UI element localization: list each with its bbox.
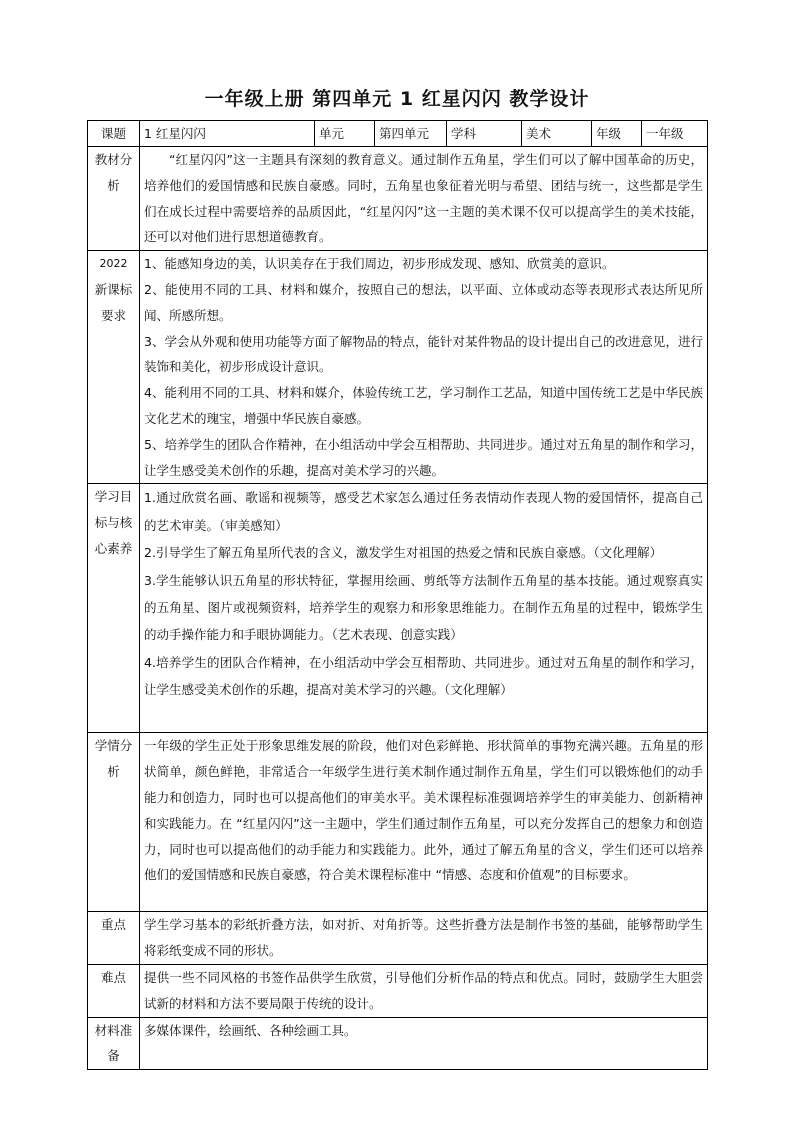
key-points-label: 重点 (88, 912, 140, 965)
objectives-row (88, 484, 708, 733)
standards-text (140, 251, 708, 484)
grade-value: 一年级 (642, 121, 708, 147)
standard-item: 5、培养学生的团队合作精神，在小组活动中学会互相帮助、共同进步。通过对五角星的制作和学习，让学生感受美术创作的乐趣，提高对美术学习的兴趣。 (144, 436, 703, 478)
objective-item: 2.引导学生了解五角星所代表的含义，激发学生对祖国的热爱之情和民族自豪感。（文化理解） (144, 545, 663, 561)
materials-label: 材料准备 (88, 1017, 140, 1070)
student-analysis-row (88, 733, 708, 912)
difficulty-label: 难点 (88, 964, 140, 1017)
standard-item: 2、能使用不同的工具、材料和媒介，按照自己的想法，以平面、立体或动态等表现形式表达所见所闻、所感所想。 (144, 281, 703, 323)
student-analysis-text: 一年级的学生正处于形象思维发展的阶段，他们对色彩鲜艳、形状简单的事物充满兴趣。五角星的形状简单，颜色鲜艳，非常适合一年级学生进行美术制作通过制作五角星，学生们可以锻炼他们的动手能力和创造力，同时也可以提高他们的审美水平。美术课程标准强调培养学生的审美能力、创新精神和实践能力。在 “红星闪闪”这一主题中，学生们通过制作五角星，可以充分发挥自己的想象力和创造力，同时也可以提高他们的动手能力和实践能力。此外，通过了解五角星的含义，学生们还可以培养他们的爱国情感和民族自豪感，符合美术课程标准中 “情感、态度和价值观”的目标要求。 (140, 733, 708, 912)
standards-label-cell (88, 251, 140, 484)
material-analysis-text: “红星闪闪”这一主题具有深刻的教育意义。通过制作五角星，学生们可以了解中国革命的历史，培养他们的爱国情感和民族自豪感。同时，五角星也象征着光明与希望、团结与统一，这些都是学生们在成长过程中需要培养的品质因此，“红星闪闪”这一主题的美术课不仅可以提高学生的美术技能，还可以对他们进行思想道德教育。 (140, 147, 708, 251)
objective-item: 4.培养学生的团队合作精神，在小组活动中学会互相帮助、共同进步。通过对五角星的制作和学习，让学生感受美术创作的乐趣，提高对美术学习的兴趣。（文化理解） (144, 654, 703, 698)
materials-text: 多媒体课件，绘画纸、各种绘画工具。 (140, 1017, 708, 1070)
difficulty-text: 提供一些不同风格的书签作品供学生欣赏，引导他们分析作品的特点和优点。同时，鼓励学生大胆尝试新的材料和方法不要局限于传统的设计。 (140, 964, 708, 1017)
student-analysis-label: 学情分析 (88, 733, 140, 912)
grade-label: 年级 (592, 121, 642, 147)
difficulty-row (88, 964, 708, 1017)
lesson-value: 1 红星闪闪 (140, 121, 315, 147)
lesson-plan-table (87, 120, 708, 1070)
standard-item: 1、能感知身边的美，认识美存在于我们周边，初步形成发现、感知、欣赏美的意识。 (144, 256, 615, 272)
unit-label: 单元 (315, 121, 375, 147)
objective-item: 3.学生能够认识五角星的形状特征，掌握用绘画、剪纸等方法制作五角星的基本技能。通过观察真实的五角星、图片或视频资料，培养学生的观察力和形象思维能力。在制作五角星的过程中，锻炼学生的动手操作能力和手眼协调能力。（艺术表现、创意实践） (144, 572, 703, 643)
objectives-label: 学习目标与核心素养 (88, 484, 140, 733)
standard-item: 3、学会从外观和使用功能等方面了解物品的特点，能针对某件物品的设计提出自己的改进意见，进行装饰和美化，初步形成设计意识。 (144, 333, 703, 375)
objectives-text (140, 484, 708, 733)
document-title: 一年级上册 第四单元 1 红星闪闪 教学设计 (204, 88, 590, 110)
header-row (88, 121, 708, 147)
unit-value: 第四单元 (375, 121, 447, 147)
standards-row (88, 251, 708, 484)
standard-item: 4、能利用不同的工具、材料和媒介，体验传统工艺，学习制作工艺品，知道中国传统工艺是中华民族文化艺术的瑰宝，增强中华民族自豪感。 (144, 385, 703, 426)
standards-label: 新课标要求 (94, 281, 133, 323)
subject-value: 美术 (522, 121, 592, 147)
objective-item: 1.通过欣赏名画、歌谣和视频等，感受艺术家怎么通过任务表情动作表现人物的爱国情怀，提高自己的艺术审美。（审美感知） (144, 490, 703, 533)
key-points-row (88, 912, 708, 965)
lesson-label: 课题 (88, 121, 140, 147)
subject-label: 学科 (447, 121, 522, 147)
material-analysis-label: 教材分析 (88, 147, 140, 251)
material-analysis-row (88, 147, 708, 251)
key-points-text: 学生学习基本的彩纸折叠方法，如对折、对角折等。这些折叠方法是制作书签的基础，能够帮助学生将彩纸变成不同的形状。 (140, 912, 708, 965)
materials-row (88, 1017, 708, 1070)
standards-year: 2022 (99, 257, 128, 271)
